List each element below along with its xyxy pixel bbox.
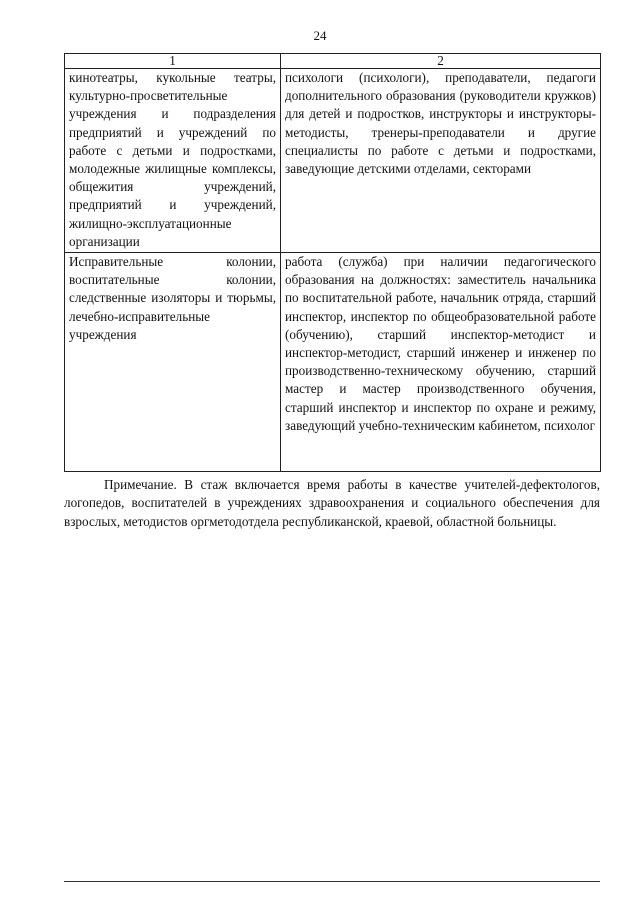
column-header-2: 2	[281, 54, 601, 69]
column-header-1: 1	[65, 54, 281, 69]
table-header-row	[65, 54, 601, 69]
note-paragraph: Примечание. В стаж включается время работы в качестве учителей-дефектологов, логопедов, воспитателей в учреждениях здравоохранения и социального обеспечения для взрослых, методистов оргметодотдела республиканской, краевой, областной больницы.	[64, 477, 600, 529]
institutions-cell: Исправительные колонии, воспитательные колонии, следственные изоляторы и тюрьмы, лечебно-исправительные учреждения	[65, 253, 281, 472]
institutions-cell: кинотеатры, кукольные театры, культурно-просветительные учреждения и подразделения предприятий и учреждений по работе с детьми и подростками, молодежные жилищные комплексы, общежития учреждений, предприятий и учреждений, жилищно-эксплуатационные организации	[65, 69, 281, 253]
footer-divider	[64, 881, 600, 882]
positions-cell: работа (служба) при наличии педагогического образования на должностях: заместитель начальника по воспитательной работе, начальник отряда, старший инспектор, инспектор по общеобразовательной работе (обучению), старший инспектор-методист и инспектор-методист, старший инженер и инженер по производственно-техническому обучению, старший мастер и мастер производственного обучения, старший инспектор и инспектор по охране и режиму, заведующий учебно-техническим кабинетом, психолог	[281, 253, 601, 472]
positions-cell: психологи (психологи), преподаватели, педагоги дополнительного образования (руководители кружков) для детей и подростков, инструкторы и инструкторы-методисты, тренеры-преподаватели и другие специалисты по работе с детьми и подростками, заведующие детскими отделами, секторами	[281, 69, 601, 253]
table-row	[65, 69, 601, 253]
page-number: 24	[313, 28, 327, 43]
table-row	[65, 253, 601, 472]
positions-table	[64, 53, 601, 472]
